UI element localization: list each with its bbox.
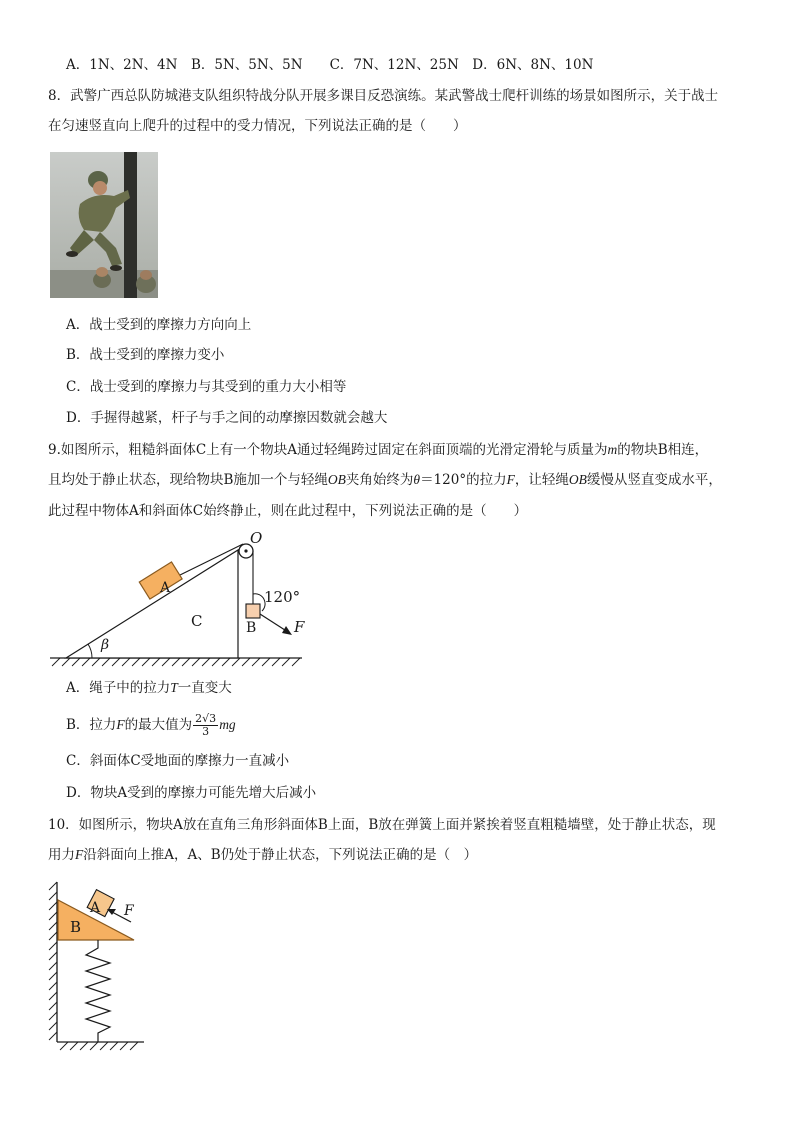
q9-stem-line3: 此过程中物体A和斜面体C始终静止，则在此过程中，下列说法正确的是（ ） — [48, 503, 528, 519]
q9-stem-line1: 9.如图所示，粗糙斜面体C上有一个物块A通过轻绳跨过固定在斜面顶端的光滑定滑轮与质量为m的物块B相连， — [48, 442, 709, 458]
q9-label-f: F — [294, 618, 305, 636]
q9-option-c: C．斜面体C受地面的摩擦力一直减小 — [66, 753, 290, 769]
q8-option-d: D．手握得越紧，杆子与手之间的动摩擦因数就会越大 — [66, 410, 388, 426]
q8-option-c: C．战士受到的摩擦力与其受到的重力大小相等 — [66, 379, 347, 395]
q10-label-b: B — [70, 918, 82, 936]
q9-label-angle: 120° — [264, 588, 301, 606]
q10-stem-line1: 10．如图所示，物块A放在直角三角形斜面体B上面，B放在弹簧上面并紧挨着竖直粗糙墙壁，处于静止状态，现 — [48, 817, 716, 833]
q9-option-d: D．物块A受到的摩擦力可能先增大后减小 — [66, 785, 317, 801]
q8-stem-line1: 8．武警广西总队防城港支队组织特战分队开展多课目反恐演练。某武警战士爬杆训练的场景如图所示，关于战士 — [48, 88, 719, 104]
q9-fraction: $\frac{2√3}{3}$ — [195, 712, 217, 738]
q9-label-b: B — [246, 620, 257, 636]
q9-label-c: C — [191, 612, 203, 630]
q9-option-b: B．拉力F的最大值为 $\frac{2√3}{3}$ mg — [66, 712, 236, 738]
q10-label-a: A — [90, 900, 101, 916]
q8-option-b: B．战士受到的摩擦力变小 — [66, 347, 225, 363]
q10-label-f: F — [124, 903, 134, 919]
q8-option-a: A．战士受到的摩擦力方向向上 — [66, 317, 252, 333]
q8-stem-line2: 在匀速竖直向上爬升的过程中的受力情况，下列说法正确的是（ ） — [48, 118, 467, 134]
q9-label-a: A — [160, 580, 171, 596]
q10-stem-line2: 用力F沿斜面向上推A，A、B仍处于静止状态，下列说法正确的是（ ） — [48, 847, 478, 863]
q9-option-a: A．绳子中的拉力T一直变大 — [66, 680, 232, 696]
q9-stem-line2: 且均处于静止状态，现给物块B施加一个与轻绳OB夹角始终为θ＝120°的拉力F，让轻绳OB缓慢从竖直变成水平， — [48, 472, 722, 488]
q7-options: A．1N、2N、4N B．5N、5N、5N C．7N、12N、25N D．6N、8N、10N — [66, 57, 594, 73]
q9-label-o: O — [250, 529, 263, 547]
q9-label-beta: β — [101, 637, 110, 653]
